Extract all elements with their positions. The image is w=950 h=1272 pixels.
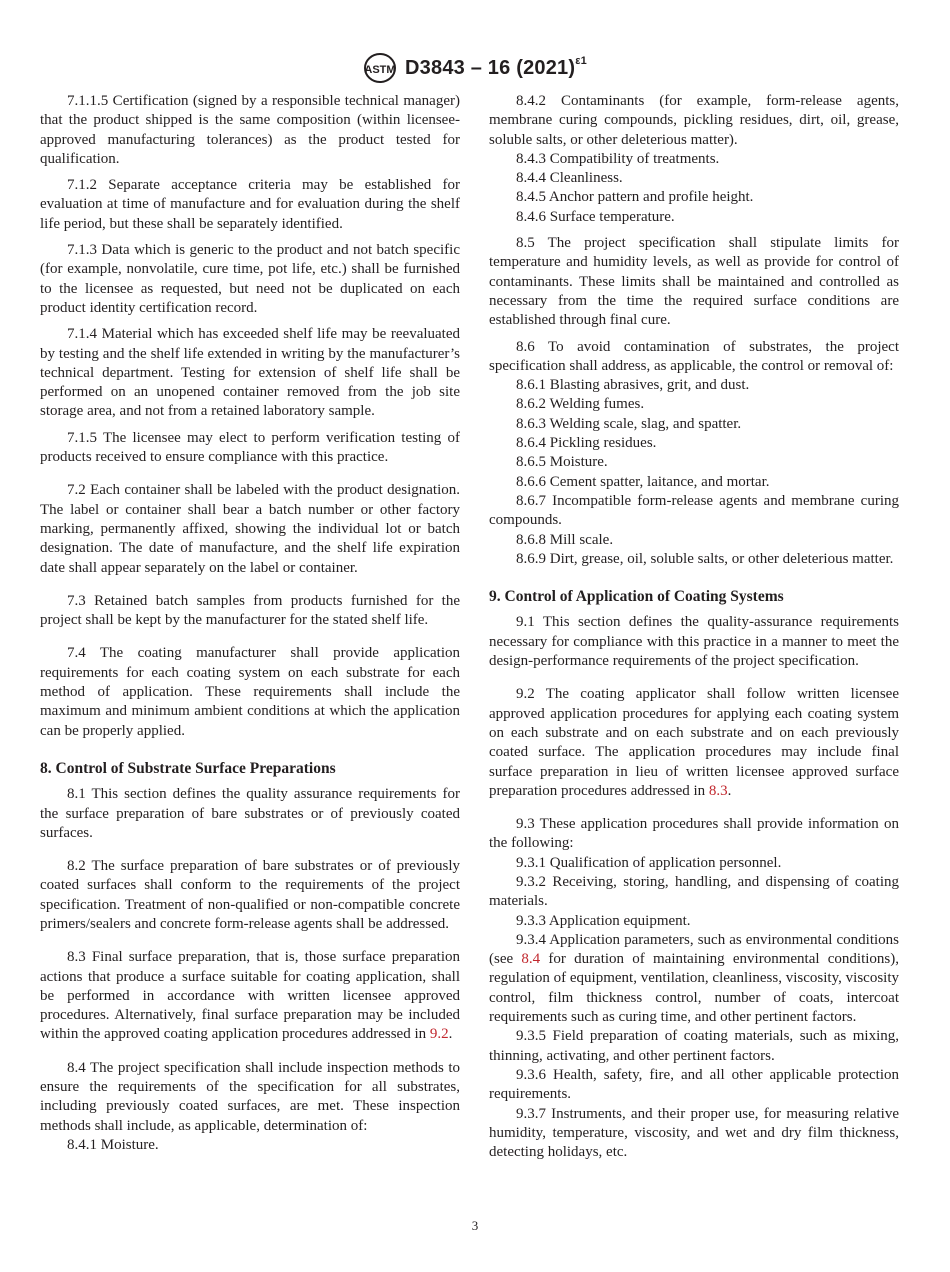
- clause-8-1: 8.1 This section defines the quality assurance requirements for the surface preparation of bare substrates or of previously coated surfaces.: [40, 786, 460, 841]
- section-8-heading: 8. Control of Substrate Surface Preparations: [40, 759, 336, 777]
- clause-9-3: 9.3 These application procedures shall provide information on the following:: [489, 816, 899, 852]
- page-number: 3: [471, 1218, 479, 1233]
- right-column: [489, 92, 899, 1162]
- link-8-3[interactable]: 8.3: [708, 782, 728, 799]
- clause-8-6-8: 8.6.8 Mill scale.: [516, 531, 614, 548]
- clause-8-6-2: 8.6.2 Welding fumes.: [516, 396, 645, 413]
- clause-7-2: 7.2 Each container shall be labeled with the product designation. The label or container shall bear a batch number or other factory marking, permanently affixed, showing the individual lot or batch designation. The date of manufacture, and the shelf life expiration date shall appear separately on the label or container.: [40, 482, 460, 576]
- link-9-2[interactable]: 9.2: [429, 1026, 449, 1043]
- document-designation: D3843 – 16 $(2021)^{\varepsilon 1}$: [405, 54, 587, 79]
- clause-7-1-4: 7.1.4 Material which has exceeded shelf life may be reevaluated by testing and the shelf life extended in writing by the manufacturer’s technical department. Testing for extension of shelf life shall be performed on an unopened container removed from the job site storage area, and not from a retained laboratory sample.: [40, 326, 460, 420]
- clause-8-2: 8.2 The surface preparation of bare substrates or of previously coated surfaces shall conform to the requirements of the project specification. Treatment of non-qualified or non-compatible concrete primers/sealers and concrete form-release agents shall be addressed.: [40, 858, 460, 932]
- clause-7-1-2: 7.1.2 Separate acceptance criteria may be established for evaluation at time of manufacture and for evaluation during the shelf life period, but these shall be separately identified.: [40, 177, 460, 232]
- clause-8-4: 8.4 The project specification shall include inspection methods to ensure the requirements of the specification for all substrates, including previously coated surfaces, are met. These inspection methods shall include, as applicable, determination of:: [40, 1059, 460, 1134]
- clause-9-1: 9.1 This section defines the quality-assurance requirements necessary for compliance with this practice in a manner to meet the design-performance requirements of the project specification.: [489, 614, 899, 670]
- clause-7-3: 7.3 Retained batch samples from products furnished for the project shall be kept by the manufacturer for the stated shelf life.: [40, 592, 460, 629]
- clause-9-3-2: 9.3.2 Receiving, storing, handling, and dispensing of coating materials.: [489, 873, 899, 910]
- clause-8-6-1: 8.6.1 Blasting abrasives, grit, and dust.: [516, 377, 750, 394]
- clause-9-3-6: 9.3.6 Health, safety, fire, and all other applicable protection requirements.: [489, 1066, 899, 1103]
- clause-8-6-9: 8.6.9 Dirt, grease, oil, soluble salts, or other deleterious matter.: [516, 550, 894, 567]
- page-header: [0, 50, 950, 86]
- clause-9-3-5: 9.3.5 Field preparation of coating materials, such as mixing, thinning, activating, and other pertinent factors.: [489, 1028, 899, 1064]
- clause-8-6: 8.6 To avoid contamination of substrates, the project specification shall address, as applicable, the control or removal of:: [489, 338, 899, 374]
- clause-8-4-5: 8.4.5 Anchor pattern and profile height.: [516, 189, 754, 206]
- clause-8-4-4: 8.4.4 Cleanliness.: [516, 170, 623, 187]
- left-column: [40, 92, 460, 1155]
- clause-8-4-2: 8.4.2 Contaminants (for example, form-release agents, membrane curing compounds, pickling residues, dirt, oil, grease, soluble salts, or other deleterious matter).: [489, 93, 899, 148]
- clause-8-4-1: 8.4.1 Moisture.: [67, 1136, 159, 1153]
- clause-9-3-1: 9.3.1 Qualification of application personnel.: [516, 854, 782, 871]
- clause-9-3-4: 9.3.4 Application parameters, such as environmental conditions (see 8.4 for duration of maintaining environmental conditions), regulation of equipment, ventilation, cleanliness, viscosity, viscosity control, film thickness control, number of coats, intercoat requirements such as curing time, and other pertinent factors.: [489, 931, 899, 1026]
- clause-9-3-3: 9.3.3 Application equipment.: [516, 912, 691, 929]
- clause-8-4-6: 8.4.6 Surface temperature.: [516, 208, 675, 225]
- clause-8-6-3: 8.6.3 Welding scale, slag, and spatter.: [516, 415, 742, 432]
- clause-7-1-3: 7.1.3 Data which is generic to the product and not batch specific (for example, nonvolatile, cure time, pot life, etc.) shall be furnished to the licensee as requested, but need not be duplicated on each product identity certification record.: [40, 242, 460, 316]
- clause-9-3-7: 9.3.7 Instruments, and their proper use, for measuring relative humidity, temperature, viscosity, and wet and dry film thickness, detecting holidays, etc.: [489, 1105, 899, 1161]
- clause-8-6-5: 8.6.5 Moisture.: [516, 454, 608, 471]
- svg-text:ASTM: ASTM: [364, 64, 396, 76]
- clause-8-6-6: 8.6.6 Cement spatter, laitance, and mortar.: [516, 473, 770, 490]
- clause-8-3: 8.3 Final surface preparation, that is, those surface preparation actions that produce a surface suitable for coating application, shall be performed in accordance with written licensee approved procedures. Alternatively, final surface preparation may be included within the approved coating application procedures addressed in 9.2.: [40, 949, 460, 1043]
- clause-8-6-4: 8.6.4 Pickling residues.: [516, 435, 657, 452]
- clause-8-5: 8.5 The project specification shall stipulate limits for temperature and humidity levels, as well as provide for control of contaminants. These limits shall be maintained and controlled as necessary from the time the required surface conditions are established through final cure.: [489, 235, 899, 329]
- clause-7-4: 7.4 The coating manufacturer shall provide application requirements for each coating system on each substrate for each method of application. These requirements shall include the maximum and minimum ambient conditions at which the application can be properly applied.: [40, 645, 460, 739]
- clause-7-1-1-5: 7.1.1.5 Certification (signed by a responsible technical manager) that the product shipped is the same composition (within licensee-approved manufacturing tolerances) as the product tested for qualification.: [40, 93, 460, 167]
- clause-9-2: 9.2 The coating applicator shall follow written licensee approved application procedures for applying each coating system on each substrate and on each substrate and on each previously coated surface. The application procedures may include final surface preparation in lieu of written licensee approved surface preparation procedures addressed in 8.3.: [489, 686, 899, 799]
- astm-logo-icon: [363, 52, 397, 84]
- section-9-heading: 9. Control of Application of Coating Systems: [489, 588, 784, 606]
- link-8-4[interactable]: 8.4: [521, 951, 541, 968]
- clause-8-6-7: 8.6.7 Incompatible form-release agents and membrane curing compounds.: [489, 492, 899, 529]
- clause-7-1-5: 7.1.5 The licensee may elect to perform verification testing of products received to ensure compliance with this practice.: [40, 429, 460, 466]
- clause-8-4-3: 8.4.3 Compatibility of treatments.: [516, 150, 720, 167]
